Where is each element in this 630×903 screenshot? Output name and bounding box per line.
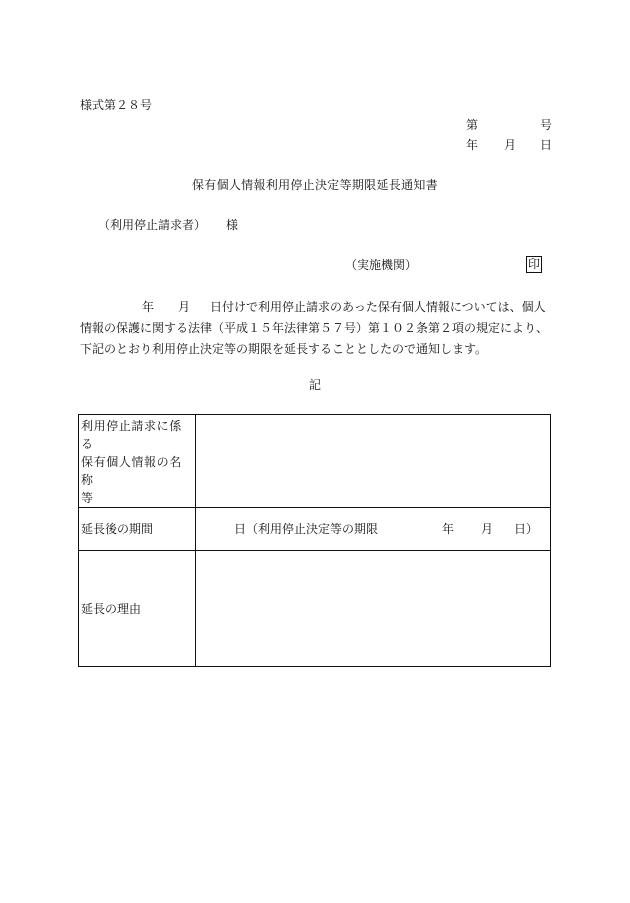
extended-period-label: 延長後の期間 <box>79 508 196 551</box>
table-row <box>79 551 551 667</box>
extension-reason-value <box>196 551 551 667</box>
seal-mark: 印 <box>528 257 541 271</box>
date-month-label: 月 <box>504 138 517 152</box>
addressee-honorific: 様 <box>226 218 239 232</box>
table-row <box>79 508 551 551</box>
document-title: 保有個人情報利用停止決定等期限延長通知書 <box>191 178 438 192</box>
body-month: 月 <box>178 300 191 314</box>
date-day-label: 日 <box>540 138 553 152</box>
info-name-label-line: 等 <box>81 491 94 505</box>
ki-heading: 記 <box>308 378 321 392</box>
body-line-3: 下記のとおり利用停止決定等の期限を延長することとしたので通知します。 <box>80 342 488 356</box>
info-name-label <box>79 415 196 508</box>
document-number-prefix: 第 <box>466 118 479 132</box>
period-day-text: 日（利用停止決定等の期限 <box>234 522 379 536</box>
body-paragraph <box>80 297 555 360</box>
form-number: 様式第２８号 <box>80 98 153 112</box>
body-line-1 <box>80 297 555 318</box>
table-row <box>79 415 551 508</box>
period-month-label: 月 <box>481 522 494 536</box>
addressee <box>98 218 238 232</box>
body-line-2: 情報の保護に関する法律（平成１５年法律第５７号）第１０２条第２項の規定により、 <box>80 321 549 335</box>
info-name-label-line: 利用停止請求に係る <box>81 419 182 451</box>
detail-table <box>78 414 551 667</box>
body-year: 年 <box>142 300 155 314</box>
info-name-label-line: 保有個人情報の名称 <box>81 455 182 487</box>
date-year-label: 年 <box>466 138 479 152</box>
period-year-label: 年 <box>442 522 455 536</box>
body-line-1-rest: 日付けで利用停止請求のあった保有個人情報については、個人 <box>210 300 546 314</box>
document-number-suffix: 号 <box>540 118 553 132</box>
extended-period-value <box>196 508 551 551</box>
info-name-value <box>196 415 551 508</box>
period-day-close: 日） <box>514 522 539 536</box>
addressee-name: （利用停止請求者） <box>98 218 207 232</box>
extension-reason-label: 延長の理由 <box>79 551 196 667</box>
agency-label: （実施機関） <box>345 258 418 272</box>
